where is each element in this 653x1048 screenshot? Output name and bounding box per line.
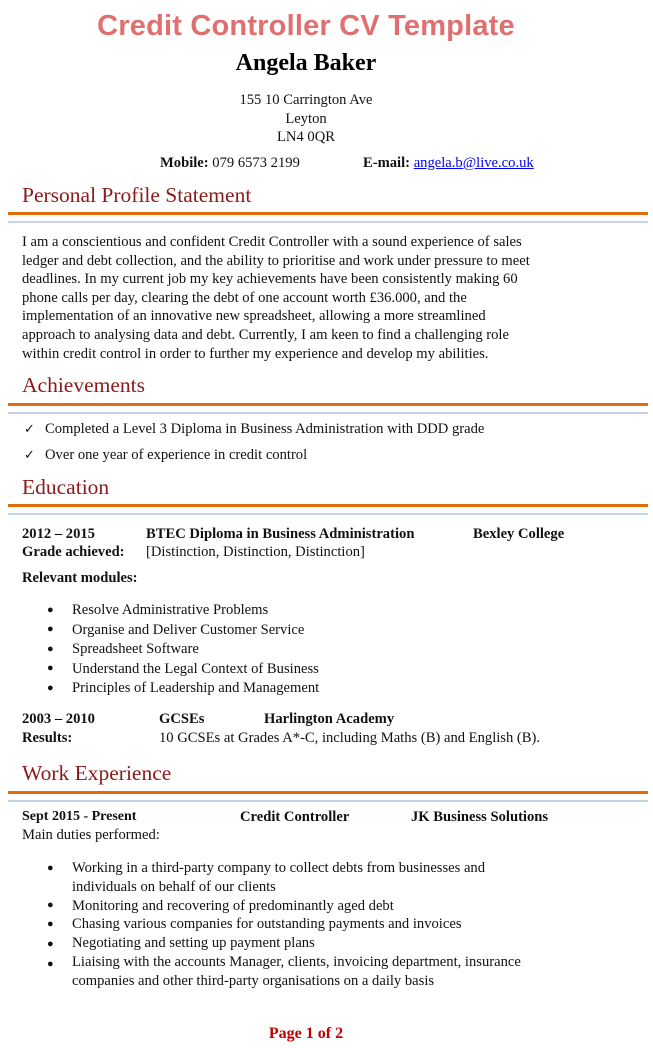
bullet-icon: ● <box>47 604 54 616</box>
contact-email <box>363 155 534 172</box>
education-dates: 2003 – 2010 <box>22 711 95 727</box>
work-company: JK Business Solutions <box>411 809 549 825</box>
email-label: E-mail: <box>363 155 411 171</box>
grade-value: [Distinction, Distinction, Distinction] <box>146 544 365 560</box>
education-qualification: BTEC Diploma in Business Administration <box>146 526 415 542</box>
bullet-icon: ● <box>47 899 54 911</box>
list-item: Working in a third-party company to collect debts from businesses and <box>72 860 486 876</box>
address-line-2: Leyton <box>285 111 327 127</box>
profile-line: approach to analysing data and debt. Currently, I am keen to find a challenging role <box>22 326 509 343</box>
grade-label: Grade achieved: <box>22 544 125 560</box>
page-number: Page 1 of 2 <box>268 1025 344 1042</box>
modules-label: Relevant modules: <box>22 570 138 586</box>
bullet-icon: ● <box>47 662 54 674</box>
mobile-number: 079 6573 2199 <box>212 155 300 171</box>
education-qualification: GCSEs <box>159 711 205 727</box>
email-link[interactable]: angela.b@live.co.uk <box>413 155 534 171</box>
document-title: Credit Controller CV Template <box>97 10 515 42</box>
list-item: Chasing various companies for outstanding payments and invoices <box>72 916 462 933</box>
bullet-icon: ● <box>47 643 54 655</box>
achievement-item: Completed a Level 3 Diploma in Business Administration with DDD grade <box>45 421 485 437</box>
checkmark-icon: ✓ <box>24 447 35 462</box>
checkmark-icon: ✓ <box>24 421 35 436</box>
bullet-icon: ● <box>47 938 54 950</box>
bullet-icon: ● <box>47 958 54 970</box>
profile-line: implementation of an innovative new spreadsheet, allowing a more streamlined <box>22 308 486 325</box>
profile-statement <box>22 233 582 363</box>
section-heading-profile: Personal Profile Statement <box>22 183 252 207</box>
work-role: Credit Controller <box>240 809 350 825</box>
results-label: Results: <box>22 730 73 746</box>
section-heading-work: Work Experience <box>22 761 172 785</box>
section-rule <box>8 513 648 515</box>
section-rule <box>8 403 648 406</box>
section-rule <box>8 212 648 215</box>
list-item: companies and other third-party organisations on a daily basis <box>72 972 435 989</box>
bullet-icon: ● <box>47 918 54 930</box>
bullet-icon: ● <box>47 623 54 635</box>
list-item: Negotiating and setting up payment plans <box>72 935 315 952</box>
bullet-icon: ● <box>47 862 54 874</box>
list-item: Monitoring and recovering of predominantly aged debt <box>72 897 394 914</box>
list-item: Understand the Legal Context of Business <box>72 660 319 677</box>
section-heading-education: Education <box>22 475 110 499</box>
list-item: Spreadsheet Software <box>72 641 199 658</box>
profile-line: ledger and debt collection, and the ability to prioritise and work under pressure to meet <box>22 252 530 269</box>
profile-line: deadlines. In my current job my key achievements have been consistently making 60 <box>22 271 518 288</box>
section-rule <box>8 412 648 414</box>
profile-line: I am a conscientious and confident Credit Controller with a sound experience of sales <box>22 234 522 250</box>
achievement-item: Over one year of experience in credit control <box>45 447 308 463</box>
section-rule <box>8 504 648 507</box>
duties-list <box>72 859 521 991</box>
section-rule <box>8 221 648 223</box>
candidate-name: Angela Baker <box>235 50 377 76</box>
duties-label: Main duties performed: <box>22 827 160 843</box>
section-rule <box>8 791 648 794</box>
section-heading-achievements: Achievements <box>22 373 145 397</box>
modules-list <box>72 601 319 699</box>
bullet-icon: ● <box>47 682 54 694</box>
results-value: 10 GCSEs at Grades A*-C, including Maths (B) and English (B). <box>159 730 541 746</box>
education-dates: 2012 – 2015 <box>22 526 95 542</box>
work-dates: Sept 2015 - Present <box>22 809 137 824</box>
list-item: individuals on behalf of our clients <box>72 878 276 895</box>
address-line-1: 155 10 Carrington Ave <box>239 92 373 108</box>
contact-mobile <box>160 155 300 172</box>
education-school: Harlington Academy <box>264 711 395 727</box>
list-item: Principles of Leadership and Management <box>72 680 320 697</box>
list-item: Organise and Deliver Customer Service <box>72 621 305 638</box>
address-line-3: LN4 0QR <box>277 129 335 145</box>
section-rule <box>8 800 648 802</box>
profile-line: within credit control in order to further my experience and develop my abilities. <box>22 345 489 362</box>
mobile-label: Mobile: <box>160 155 209 171</box>
profile-line: phone calls per day, clearing the debt of one account worth £36.000, and the <box>22 289 467 306</box>
education-school: Bexley College <box>473 526 565 542</box>
list-item: Liaising with the accounts Manager, clients, invoicing department, insurance <box>72 953 521 970</box>
list-item: Resolve Administrative Problems <box>72 602 269 618</box>
